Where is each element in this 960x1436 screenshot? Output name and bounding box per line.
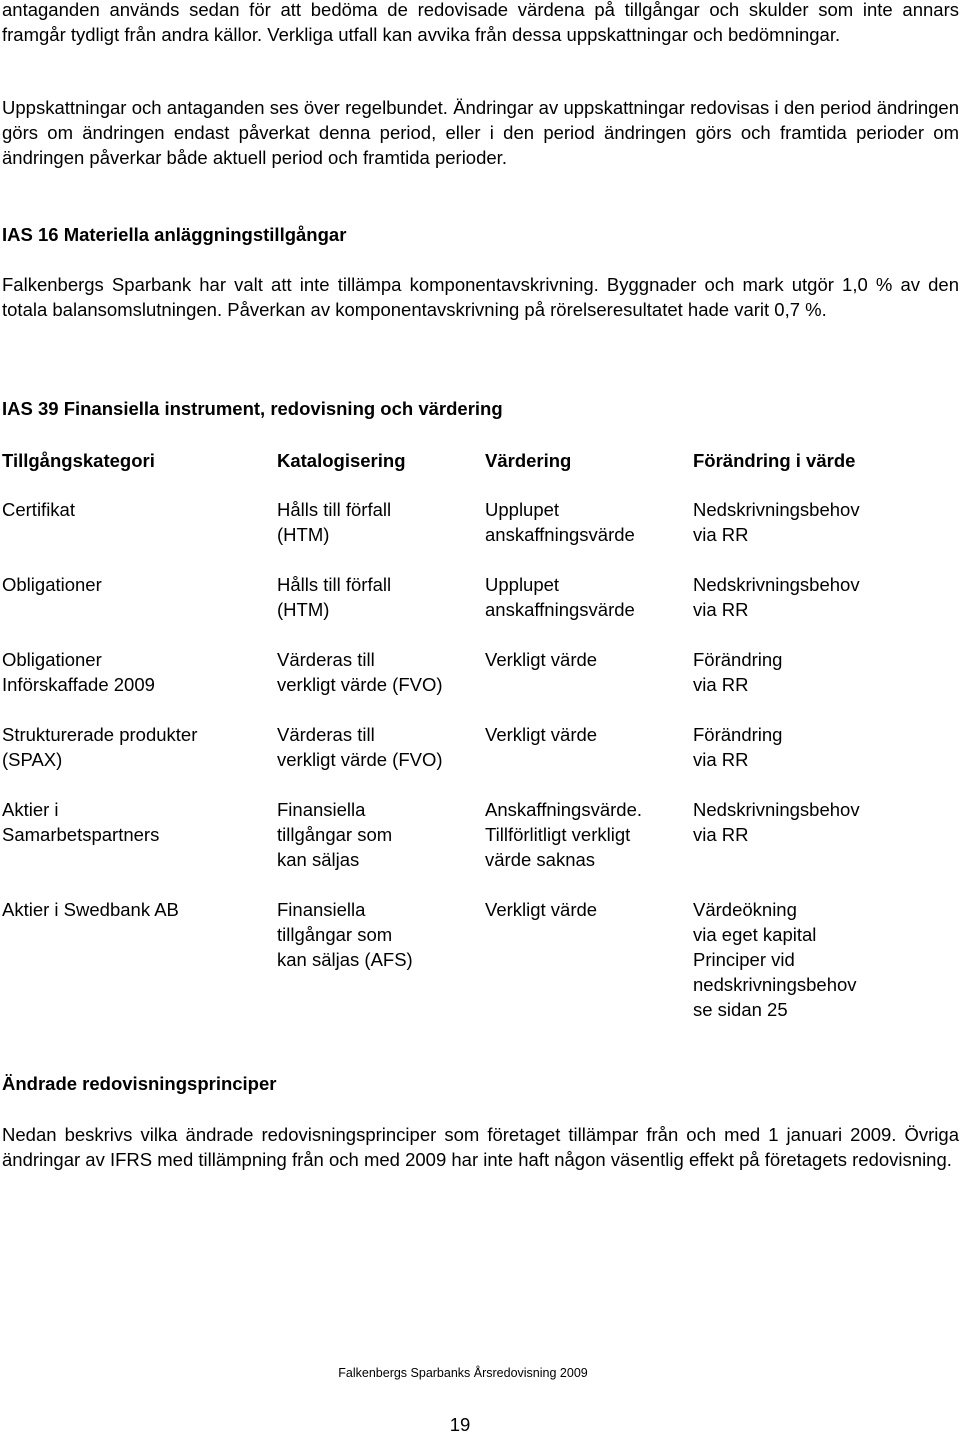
- cell-change: [693, 797, 860, 847]
- cell-line: tillgångar som: [277, 824, 393, 845]
- cell-line: (HTM): [277, 599, 330, 620]
- cell-change: [693, 647, 782, 697]
- cell-classification: [277, 497, 391, 547]
- cell-line: Certifikat: [2, 499, 75, 520]
- cell-line: Obligationer: [2, 649, 102, 670]
- cell-valuation: [485, 497, 635, 547]
- cell-valuation: [485, 647, 597, 672]
- cell-change: [693, 497, 860, 547]
- cell-line: via RR: [693, 524, 749, 545]
- ias39-heading: IAS 39 Finansiella instrument, redovisning och värdering: [2, 398, 503, 419]
- column-header-classification: Katalogisering: [277, 450, 406, 471]
- cell-line: Strukturerade produkter: [2, 724, 198, 745]
- cell-line: Aktier i: [2, 799, 59, 820]
- cell-valuation: [485, 722, 597, 747]
- cell-valuation: [485, 572, 635, 622]
- cell-category: [2, 647, 155, 697]
- cell-classification: [277, 647, 443, 697]
- cell-line: Aktier i Swedbank AB: [2, 899, 179, 920]
- footer-text: Falkenbergs Sparbanks Årsredovisning 2009: [338, 1366, 588, 1380]
- cell-category: [2, 797, 159, 847]
- cell-line: se sidan 25: [693, 999, 788, 1020]
- cell-category: [2, 722, 197, 772]
- cell-line: Verkligt värde: [485, 724, 598, 745]
- cell-line: Upplupet: [485, 574, 560, 595]
- cell-line: via eget kapital: [693, 924, 817, 945]
- ias16-paragraph: Falkenbergs Sparbank har valt att inte tillämpa komponentavskrivning. Byggnader och mark utgör 1,0 % av den totala balansomslutningen. Påverkan av komponentavskrivning på rörelseresultatet hade varit 0,7 %.: [2, 274, 959, 320]
- cell-line: Hålls till förfall: [277, 499, 392, 520]
- cell-line: verkligt värde (FVO): [277, 749, 443, 770]
- cell-classification: [277, 897, 413, 972]
- column-header-change: Förändring i värde: [693, 450, 856, 471]
- cell-change: [693, 572, 860, 622]
- cell-category: [2, 897, 179, 922]
- cell-line: via RR: [693, 674, 749, 695]
- cell-line: kan säljas: [277, 849, 360, 870]
- intro-paragraph-2: Uppskattningar och antaganden ses över regelbundet. Ändringar av uppskattningar redovisas i den period ändringen görs om ändringen endast påverkat denna period, eller i den period ändringen görs och framtida perioder om ändringen påverkar både aktuell period och framtida perioder.: [2, 97, 959, 168]
- cell-line: Nedskrivningsbehov: [693, 799, 860, 820]
- cell-line: Finansiella: [277, 799, 366, 820]
- cell-classification: [277, 797, 392, 872]
- cell-line: Förändring: [693, 649, 783, 670]
- cell-line: tillgångar som: [277, 924, 393, 945]
- cell-line: Anskaffningsvärde.: [485, 799, 643, 820]
- cell-category: [2, 572, 102, 597]
- cell-line: nedskrivningsbehov: [693, 974, 857, 995]
- cell-line: värde saknas: [485, 849, 596, 870]
- changes-heading: Ändrade redovisningsprinciper: [2, 1073, 277, 1094]
- cell-line: Värderas till: [277, 649, 375, 670]
- cell-line: Upplupet: [485, 499, 560, 520]
- ias16-heading: IAS 16 Materiella anläggningstillgångar: [2, 224, 347, 245]
- cell-line: anskaffningsvärde: [485, 524, 635, 545]
- cell-line: Nedskrivningsbehov: [693, 499, 860, 520]
- intro-paragraph-1: antaganden används sedan för att bedöma de redovisade värdena på tillgångar och skulder som inte annars framgår tydligt från andra källor. Verkliga utfall kan avvika från dessa uppskattningar och bedömningar.: [2, 0, 959, 45]
- cell-line: (SPAX): [2, 749, 63, 770]
- changes-paragraph: Nedan beskrivs vilka ändrade redovisningsprinciper som företaget tillämpar från och med 1 januari 2009. Övriga ändringar av IFRS med tillämpning från och med 2009 har inte haft någon väsentlig effekt på företagets redovisning.: [2, 1124, 959, 1170]
- cell-line: via RR: [693, 824, 749, 845]
- cell-line: Förändring: [693, 724, 783, 745]
- cell-line: Obligationer: [2, 574, 102, 595]
- cell-line: verkligt värde (FVO): [277, 674, 443, 695]
- cell-line: Verkligt värde: [485, 899, 598, 920]
- cell-line: Principer vid: [693, 949, 795, 970]
- cell-line: (HTM): [277, 524, 330, 545]
- cell-valuation: [485, 897, 597, 922]
- cell-line: Nedskrivningsbehov: [693, 574, 860, 595]
- cell-line: kan säljas (AFS): [277, 949, 413, 970]
- cell-line: via RR: [693, 599, 749, 620]
- cell-line: Finansiella: [277, 899, 366, 920]
- page-number: 19: [449, 1414, 471, 1435]
- cell-line: Värdeökning: [693, 899, 797, 920]
- cell-line: Värderas till: [277, 724, 375, 745]
- cell-line: via RR: [693, 749, 749, 770]
- cell-line: anskaffningsvärde: [485, 599, 635, 620]
- cell-valuation: [485, 797, 642, 872]
- cell-line: Verkligt värde: [485, 649, 598, 670]
- cell-change: [693, 722, 782, 772]
- cell-classification: [277, 722, 443, 772]
- cell-line: Samarbetspartners: [2, 824, 160, 845]
- cell-line: Tillförlitligt verkligt: [485, 824, 631, 845]
- column-header-category: Tillgångskategori: [2, 450, 155, 471]
- cell-classification: [277, 572, 391, 622]
- cell-change: [693, 897, 857, 1022]
- column-header-valuation: Värdering: [485, 450, 572, 471]
- cell-line: Hålls till förfall: [277, 574, 392, 595]
- cell-line: Införskaffade 2009: [2, 674, 155, 695]
- cell-category: [2, 497, 75, 522]
